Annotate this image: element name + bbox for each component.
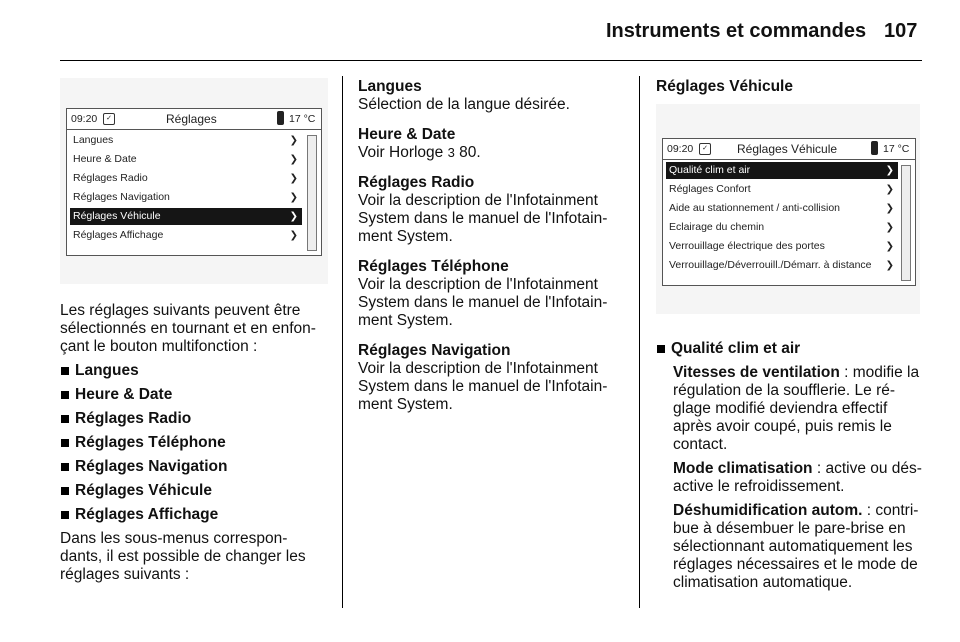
section-heading: Heure & Date <box>358 126 456 143</box>
chevron-right-icon: ❯ <box>289 154 298 165</box>
section-reglages-navigation <box>358 342 626 414</box>
page-number: 107 <box>884 20 918 42</box>
chevron-right-icon: ❯ <box>885 222 894 233</box>
section-heading: Réglages Véhicule <box>656 78 793 95</box>
menu-item-label: Heure & Date <box>73 153 137 165</box>
chevron-right-icon: ❯ <box>289 192 298 203</box>
menu-item-label: Qualité clim et air <box>669 164 751 176</box>
screen-clock: 09:20 <box>667 143 694 155</box>
section-body: Voir la description de l'Infotainment System dans le manuel de l'Infotain- ment System. <box>358 276 608 329</box>
menu-item-label: Eclairage du chemin <box>669 221 765 233</box>
definition-term: Vitesses de ventilation <box>673 364 840 381</box>
screen-menu-item <box>70 189 302 206</box>
chevron-right-icon: ❯ <box>289 173 298 184</box>
header-rule <box>60 60 922 61</box>
menu-item-label: Langues <box>73 134 114 146</box>
screen-scrollbar <box>307 135 317 251</box>
bullet-item: Réglages Véhicule <box>60 482 328 500</box>
chevron-right-icon: ❯ <box>885 260 894 271</box>
section-body <box>358 144 626 162</box>
definition-desc: : contri- bue à désembuer le pare-brise en sélectionnant automatiquement les réglages nécessaires et le mode de climatisation automatique. <box>673 502 919 591</box>
bullet-item: Réglages Radio <box>60 410 328 428</box>
section-body: Voir la description de l'Infotainment System dans le manuel de l'Infotain- ment System. <box>358 192 608 245</box>
settings-screen <box>66 108 322 256</box>
bullet-item: Qualité clim et air <box>656 340 926 358</box>
section-reglages-radio <box>358 174 626 246</box>
screen-menu-item <box>70 151 302 168</box>
column-3 <box>656 78 926 592</box>
screen-menu-item <box>70 208 302 225</box>
screen-title: Réglages <box>166 112 217 126</box>
screen-temperature: 17 °C <box>883 143 910 155</box>
definition-term: Déshumidification autom. <box>673 502 863 519</box>
thermometer-icon <box>277 111 284 125</box>
clock-icon: ✓ <box>103 113 115 125</box>
menu-item-label: Verrouillage/Déverrouill./Démarr. à distance <box>669 259 872 271</box>
bullet-item: Réglages Affichage <box>60 506 328 524</box>
chevron-right-icon: ❯ <box>289 211 298 222</box>
column-divider-1 <box>342 76 343 608</box>
section-langues <box>358 78 626 114</box>
definition-desc: : modifie la régulation de la soufflerie. Le ré- glage modifié deviendra effectif après avoir coupé, puis remis le contact. <box>673 364 920 453</box>
section-body-text: Voir Horloge <box>358 144 448 161</box>
menu-item-label: Réglages Véhicule <box>73 210 161 222</box>
definition-item <box>656 460 926 496</box>
definition-term: Mode climatisation <box>673 460 813 477</box>
column-divider-2 <box>639 76 640 608</box>
screen-temperature: 17 °C <box>289 113 316 125</box>
section-reglages-telephone <box>358 258 626 330</box>
definition-desc: : active ou dés- active le refroidissement. <box>673 460 922 495</box>
screen-menu-item <box>70 227 302 244</box>
definition-item <box>656 364 926 454</box>
menu-item-label: Réglages Navigation <box>73 191 170 203</box>
section-heading: Langues <box>358 78 422 95</box>
page-header <box>0 0 960 62</box>
chevron-right-icon: ❯ <box>885 241 894 252</box>
chevron-right-icon: ❯ <box>289 135 298 146</box>
clock-icon: ✓ <box>699 143 711 155</box>
bullet-item: Réglages Navigation <box>60 458 328 476</box>
section-heading: Réglages Navigation <box>358 342 511 359</box>
intro-paragraph: Les réglages suivants peuvent être sélectionnés en tournant et en enfon- çant le bouton multifonction : <box>60 302 316 355</box>
column-1 <box>60 302 328 584</box>
outro-paragraph: Dans les sous-menus correspon- dants, il est possible de changer les réglages suivants : <box>60 530 306 583</box>
menu-item-label: Verrouillage électrique des portes <box>669 240 825 252</box>
settings-screen-illustration <box>60 78 328 284</box>
page-reference: 80. <box>454 144 481 161</box>
page-title: Instruments et commandes <box>606 20 867 42</box>
menu-item-label: Réglages Confort <box>669 183 751 195</box>
menu-item-label: Aide au stationnement / anti-collision <box>669 202 841 214</box>
chevron-right-icon: ❯ <box>289 230 298 241</box>
reference-arrow-icon: 3 <box>447 145 455 160</box>
section-heading: Réglages Radio <box>358 174 475 191</box>
screen-title: Réglages Véhicule <box>737 142 838 156</box>
section-body: Sélection de la langue désirée. <box>358 96 570 113</box>
menu-item-label: Réglages Radio <box>73 172 148 184</box>
section-heading: Réglages Téléphone <box>358 258 509 275</box>
bullet-item: Langues <box>60 362 328 380</box>
chevron-right-icon: ❯ <box>885 165 894 176</box>
chevron-right-icon: ❯ <box>885 184 894 195</box>
chevron-right-icon: ❯ <box>885 203 894 214</box>
menu-item-label: Réglages Affichage <box>73 229 164 241</box>
section-body: Voir la description de l'Infotainment System dans le manuel de l'Infotain- ment System. <box>358 360 608 413</box>
column-2 <box>358 78 626 414</box>
bullet-item: Réglages Téléphone <box>60 434 328 452</box>
section-heure-date <box>358 126 626 162</box>
screen-clock: 09:20 <box>71 113 98 125</box>
definition-item <box>656 502 926 592</box>
screen-menu-item <box>70 170 302 187</box>
screen-menu-item <box>70 132 302 149</box>
screen-status-bar <box>67 109 321 130</box>
bullet-item: Heure & Date <box>60 386 328 404</box>
